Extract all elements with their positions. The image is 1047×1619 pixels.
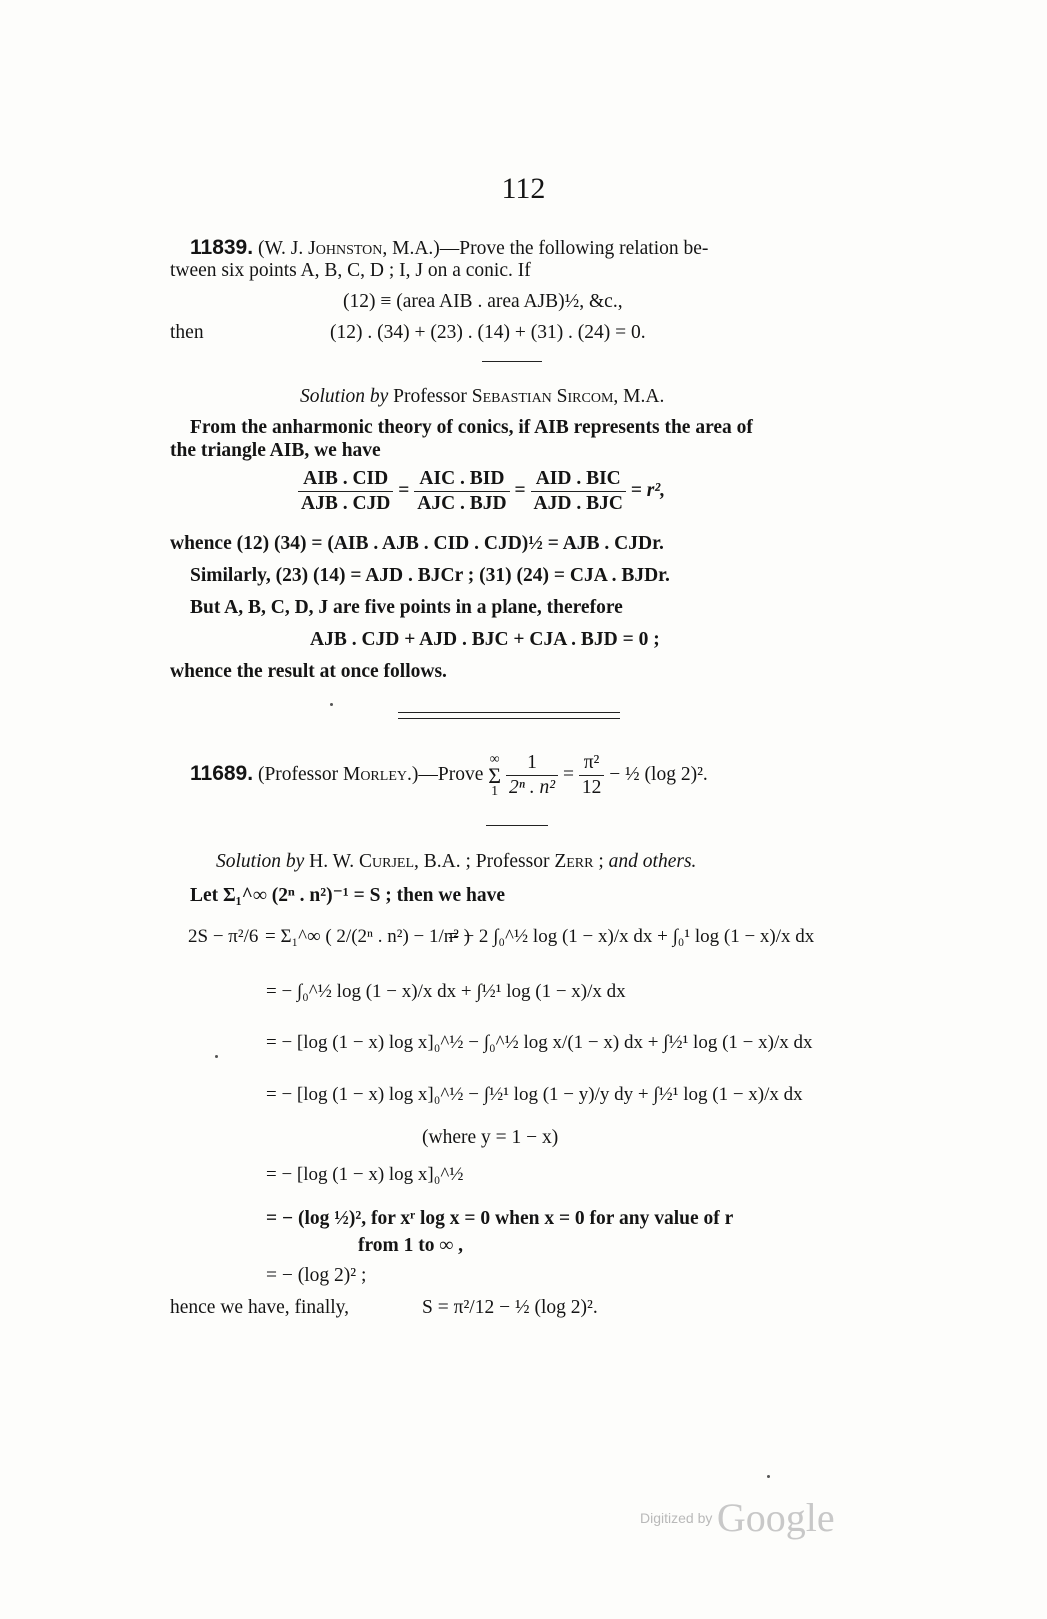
solution-prof: Professor	[388, 386, 472, 407]
problem-number: 11689.	[190, 761, 254, 785]
author-open: (Professor	[257, 763, 343, 785]
derivation-line-2: = − ∫₀^½ log (1 − x)/x dx + ∫½¹ log (1 − x)/x dx	[266, 981, 626, 1002]
solution-1-byline	[300, 385, 664, 409]
derivation-line-7: = − (log 2)² ;	[266, 1265, 367, 1286]
solution-1-para-line-2: the triangle AIB, we have	[170, 440, 381, 461]
hence-label: hence we have, finally,	[170, 1297, 350, 1318]
double-divider-top	[398, 712, 620, 713]
anharmonic-equation: $\frac{\text{AIB . CID}}{\text{AJB . CJD}}$ = $\frac{\text{AIC . BID}}{\text{AJC . BJD}}$ = $\frac{\text{AID . BIC}}{\text{AJD . BJC}}$ = r²,	[298, 468, 665, 515]
digitized-by-google-watermark	[640, 1494, 835, 1541]
series-term-fraction: $\frac{1}{\text{2ⁿ . n²}}$	[506, 752, 558, 799]
derivation-line-5: = − [log (1 − x) log x]₀^½	[266, 1164, 464, 1185]
definition-line: (12) ≡ (area AIB . area AJB)½, &c.,	[343, 291, 623, 312]
sum-line: AJB . CJD + AJD . BJC + CJA . BJD = 0 ;	[310, 629, 660, 650]
sum-sign: ∞ Σ 1	[488, 751, 502, 799]
speck	[215, 1055, 218, 1058]
fraction-3: $\frac{\text{AID . BIC}}{\text{AJD . BJC}}$	[531, 468, 626, 515]
solution-1-para-line-1: From the anharmonic theory of conics, if AIB represents the area of	[190, 417, 753, 438]
derivation-line-4: = − [log (1 − x) log x]₀^½ − ∫½¹ log (1 − y)/y dy + ∫½¹ log (1 − x)/x dx	[266, 1084, 803, 1105]
equation-end: = r²,	[630, 479, 666, 501]
derivation-line-1-lhs: 2S − π²/6	[188, 926, 259, 947]
fraction-2: $\frac{\text{AIC . BID}}{\text{AJC . BJD}}$	[414, 468, 509, 515]
solver-name: Sebastian Sircom	[471, 386, 614, 407]
similarly-line: Similarly, (23) (14) = AJD . BJCr ; (31) (24) = CJA . BJDr.	[190, 565, 670, 586]
solution-by-label: Solution by	[300, 386, 389, 407]
author-name: Morley	[342, 763, 407, 785]
solution-by-label: Solution by	[216, 851, 305, 872]
derivation-line-6b: from 1 to ∞ ,	[358, 1235, 464, 1256]
short-divider-2	[486, 825, 548, 826]
solver-suffix: , M.A.	[613, 386, 665, 407]
derivation-line-1-mid: = Σ₁^∞ ( 2/(2ⁿ . n²) − 1/n² )	[265, 926, 471, 947]
let-line: Let Σ₁^∞ (2ⁿ . n²)⁻¹ = S ; then we have	[190, 885, 505, 906]
but-line: But A, B, C, D, J are five points in a plane, therefore	[190, 597, 623, 618]
author-open: (W. J.	[257, 238, 309, 259]
problem-number: 11839.	[190, 236, 254, 259]
then-label: then	[170, 322, 204, 343]
author-close: , M.A.)—Prove the following relation be-	[382, 238, 709, 259]
speck	[767, 1475, 770, 1478]
fraction-1: $\frac{\text{AIB . CID}}{\text{AJB . CJD}}$	[298, 468, 393, 515]
watermark-prefix: Digitized by	[640, 1510, 713, 1526]
problem-text-line-2: tween six points A, B, C, D ; I, J on a conic. If	[170, 260, 531, 281]
double-divider-bottom	[398, 718, 620, 719]
derivation-line-6: = − (log ½)², for xʳ log x = 0 when x = 0 for any value of r	[266, 1208, 734, 1229]
rhs-fraction: $\frac{\text{π²}}{12}$	[579, 752, 605, 799]
whence-line: whence (12) (34) = (AIB . AJB . CID . CJD)½ = AJB . CJDr.	[170, 533, 664, 554]
problem-11689-header: 11689. (Professor Morley.)—Prove ∞ Σ 1 $\frac{1}{\text{2ⁿ . n²}}$ = $\frac{\text{π²}}{12}$ − ½ (log 2)².	[190, 751, 708, 799]
problem-11839-header	[190, 236, 708, 261]
author-name: Johnston	[308, 238, 383, 259]
solver-curjel: Curjel	[359, 851, 415, 872]
relation-equation: (12) . (34) + (23) . (14) + (31) . (24) = 0.	[330, 322, 646, 343]
solver-zerr: Zerr	[554, 851, 594, 872]
page-number: 112	[501, 172, 546, 205]
and-others: and others.	[608, 851, 697, 872]
final-equation: S = π²/12 − ½ (log 2)².	[422, 1297, 598, 1318]
google-logo: Google	[716, 1495, 835, 1540]
speck	[330, 703, 333, 706]
derivation-line-1-rhs: = − 2 ∫₀^½ log (1 − x)/x dx + ∫₀¹ log (1 − x)/x dx	[448, 926, 815, 947]
derivation-line-3: = − [log (1 − x) log x]₀^½ − ∫₀^½ log x/(1 − x) dx + ∫½¹ log (1 − x)/x dx	[266, 1032, 813, 1053]
where-note: (where y = 1 − x)	[422, 1127, 559, 1148]
author-close: .)—Prove	[407, 763, 484, 785]
short-divider	[482, 361, 542, 362]
rhs-tail: − ½ (log 2)².	[609, 763, 708, 785]
final-line: whence the result at once follows.	[170, 661, 447, 682]
solution-2-byline: Solution by H. W. Curjel, B.A. ; Professor Zerr ; and others.	[216, 851, 697, 872]
